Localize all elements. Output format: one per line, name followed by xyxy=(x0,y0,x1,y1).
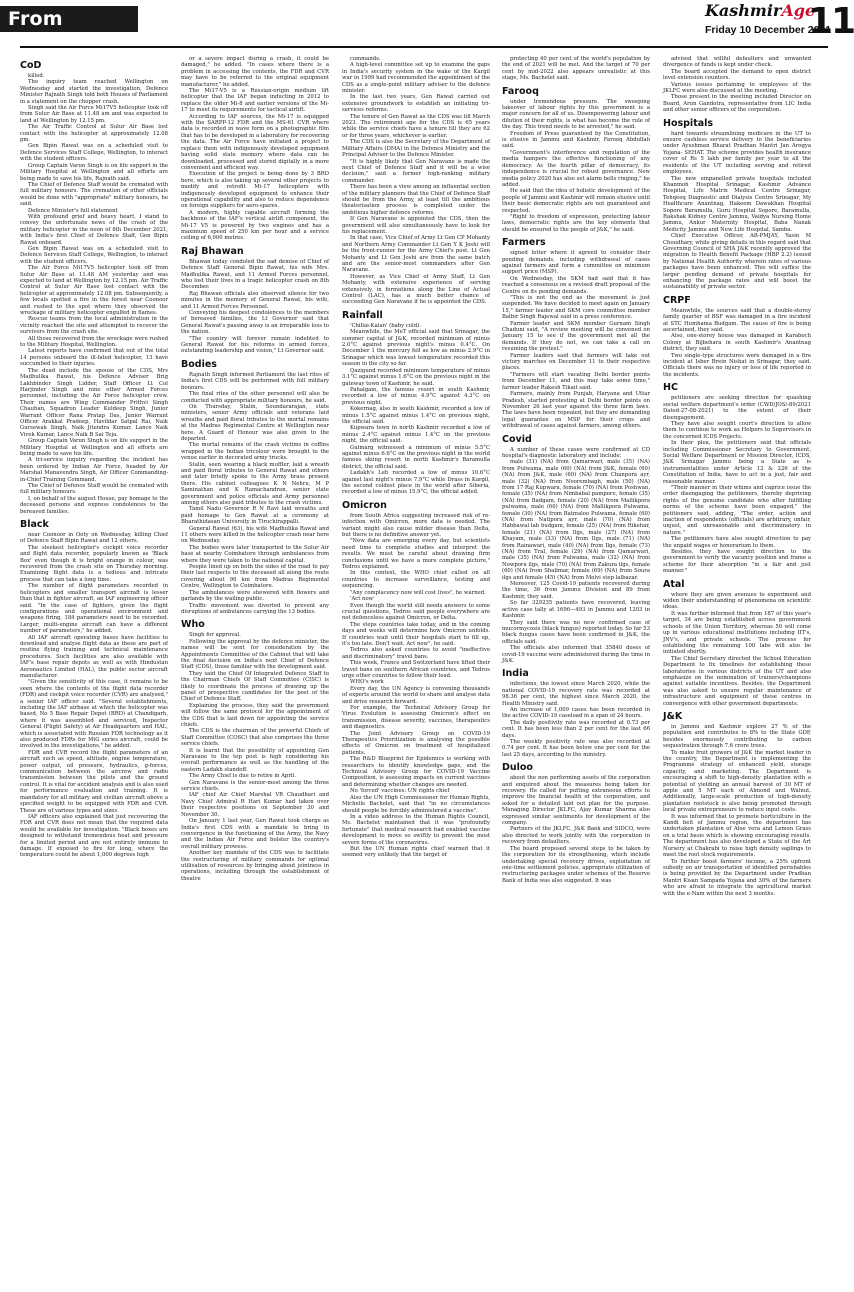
article-paragraph: According to IAF sources, the Mi-17 is equipped with the SARPP-12 FDR and the MS-61 CVR where data is recorded in wave form on a photographic film that has to be developed in a laboratory for recovering the data. The Air Force have initiated a project to replace them with indigenously developed equipment having solid state memory where data can be downloaded, processed and stored digitally in a more convenient and efficient way. xyxy=(181,113,329,171)
article-paragraph: It was informed that to promote horticulture in the Kandi belt of Jammu region, the department has undertaken plantation of Aloe vera and Lemon Grass on a trial basis which is showing encouraging results. The department has also developed a State of the Art Nursery at Chakrabi to raise high density saplings to meet the root stock requirements. xyxy=(663,813,811,859)
article-paragraph: Farmer leaders said that farmers will take out victory marches on December 11 to their respective places. xyxy=(502,352,650,372)
article-paragraph: The Air Force Mi17V5 helicopter took off from Sulur Air Base at 11.48 AM yesterday and was expected to land at Wellington by 12.15 pm. Air Traffic Control at Sulur Air Base lost contact with the helicopter at approximately 12.08 pm. Subsequently, a few locals spotted a fire in the forest near Coonoor and rushed to the spot where they observed the wreckage of military helicopter engulfed in flames. xyxy=(20,265,168,317)
article-paragraph: Ladakh's Leh recorded a low of minus 10.6°C against last night's minus 7.9°C while Drass in Kargil, the second coldest place in the world after Siberia, recorded a low of minus 15.9°C, the official added. xyxy=(342,470,490,496)
article-jk xyxy=(663,711,811,897)
article-body xyxy=(663,131,811,291)
article-paragraph: On January 1 last year, Gen Rawat took charge as India's first CDS with a mandate to bring in convergence in the functioning of the Army, the Navy and the Indian Air Force and bolster the country's overall military prowess. xyxy=(181,818,329,850)
article-paragraph: The CDS is also the Secretary of the Department of Military Affairs (DMA) in the Defence Ministry and the Principal Adviser to the Defence Minister. xyxy=(342,139,490,159)
article-duloo-continued xyxy=(663,56,811,114)
article-paragraph: about the non performing assets of the corporation and enquired about the measures being taken for recovery. He called for putting extraneous efforts to improve the financial health of the corporation, and asked for a detailed laid out plan for the purpose. Managing Director JKLFC, Ajay Kumar Sharma also expressed similar sentiments for development of the company. xyxy=(502,775,650,827)
article-paragraph: The CDS is the chairman of the powerful Chiefs of Staff Committee (COSC) that also comprises the three service chiefs. xyxy=(181,728,329,748)
article-paragraph: All IAF aircraft operating bases have facilities to download and analyse flight data as these are part of routine flying training and technical maintenance procedures. Such facilities are also available with IAF's base repair depots as well as with Hindustan Aeronautics Limited (HAL), the public sector aircraft manufacturer. xyxy=(20,634,168,679)
article-paragraph: In a video address to the Human Rights Council, Ms. Bachelet maintained that it was "profoundly fortunate" that medical research had enabled vaccine development to move so swiftly to prevent the most severe forms of the coronavirus. xyxy=(342,813,490,846)
article-paragraph: male (31) (NA) from Qamarwari, male (35) (NA) from Pulwama, male (60) (NA) from J&K, female (60) (NA) from J&K, male (60) (NA) from Chanpora ayr, male (32) (NA) from Noorembagh, male (50) (NA) from 17 Raj Kupwara, female (70) (NA) from Poshwan, female (35) (NA) from Nimbabal pampore, female (35) (NA) from Badgam, female (20) (NA) from Mallikpora pulwama, male (60) (NA) from Mallikpora Pulwama, female (30) (NA) from Batmaloo Pulwama, female (60) (NA) from Natipora ayr, male (70) (NA) from Habbawal lab budgam, female (25) (NA) from Rikehar, female (21) (NA) from Ilgs, male (27) (NA) from Khayam, male (33) (NA) from Ilgs, male (71) (NA) from Rainawari, male (40) (NA) from Ilgs, female (73) (NA) from Tral, female (29) (NA) from Qamarwari, male (35) (NA) from Pulwama, male (32) (NA) from Nowpora ilgs, male (70) (NA) from Zakura ilgs, female (60) (NA) from Shalimar, female (69) (NA) from Soura ilgs and female (45) (NA) from Molvi step lalbazar. xyxy=(502,459,650,581)
article-paragraph: The Mi17-V5 is a Russian-origin medium lift helicopter that the IAF began inducting in 2012 to replace the older Mi-8 and earlier versions of the Mi-17 to meet its requirements for tactical airlift. xyxy=(181,88,329,114)
article-paragraph: "The country will forever remain indebted to General Rawat for his reforms in armed forces, outstanding leadership and vision," Lt Governor said. xyxy=(181,335,329,355)
article-black-continued xyxy=(181,56,329,242)
article-title: Bodies xyxy=(181,358,217,370)
article-paragraph: Kokernag, also in south Kashmir, recorded a low of minus 1.5°C against minus 1.4°C on previous night, the official said. xyxy=(342,406,490,425)
article-paragraph: Traffic movement was diverted to prevent any disruptions of ambulances carrying the 13 bodies. xyxy=(181,602,329,615)
article-paragraph: Tamil Nadu Governor R N Ravi laid wreaths and paid homage to Gen Rawat at a ceremony at Bharathidasan University in Tiruchirappalli. xyxy=(181,506,329,526)
article-paragraph: Bhawan today condoled the sad demise of Chief of Defence Staff General Bipin Rawat, his wife Mrs. Madhulika Rawat, and 11 Armed Forces personnel, who lost their lives in a tragic helicopter crash on 8th December. xyxy=(181,258,329,291)
article-paragraph: "New data are emerging every day, but scientists need time to complete studies and interpret the results. We must be careful about drawing firm conclusions until we have a more complete picture," Tedros explained. xyxy=(342,538,490,571)
issue-day: Friday xyxy=(705,24,737,36)
article-paragraph: "Government's interference and regulation of the media hampers the effective functioning of any democracy. As the fourth pillar of democracy, its independence is crucial for robust governance. New media policy 2020 has also set alarm bells ringing," he added. xyxy=(502,149,650,188)
article-raj-bhawan xyxy=(181,246,329,355)
page-header xyxy=(0,0,854,56)
article-paragraph: "Right to freedom of expression, protecting labour laws, democratic rights are the key elements that should be ensured to the people of J&K," he said. xyxy=(502,213,650,233)
article-paragraph: Farmers, mainly from Punjab, Haryana and Uttar Pradesh, started protesting at Delhi border points on November 26 last year against the three farm laws. The laws have been repealed, but they are demanding legal guarantee on MSP for their crops and withdrawal of cases against farmers, among others. xyxy=(502,391,650,430)
article-paragraph: Group Captain Varun Singh is on life support in the Military Hospital at Wellington and all efforts are being made to save his life. xyxy=(20,438,168,457)
article-hospitals xyxy=(663,118,811,291)
article-title: CoD xyxy=(20,60,42,71)
article-paragraph: He said that the idea of holistic development of the people of Jammu and Kashmir will remain elusive until their basic democratic rights are not guaranteed and respected. xyxy=(502,188,650,214)
article-paragraph: Meanwhile, the MeT official said that Srinagar, the summer capital of J&K, recorded minimum of minus 2.0°C against previous night's minus 0.4°C. On December 1 the mercury fell as low as minus 2.9°C in Srinagar which was lowest temperature recorded this season in the city so far. xyxy=(342,329,490,368)
article-paragraph: petitioners are seeking direction for quashing social welfare department's order (CWD/JOS/-89/2021 Dated-27-08-2021) to the extent of their disengagement. xyxy=(663,395,811,421)
article-hc xyxy=(663,382,811,574)
article-paragraph: The bodies were later transported to the Sulur Air base at nearby Coimbatore through ambulances from where they were taken to the national capital. xyxy=(181,544,329,564)
article-paragraph: There has been a view among an influential section of the military planners that the Chief of Defence Staff should be from the Army, at least till the ambitious theaterisation process is completed under the ambitious higher defence reforms. xyxy=(342,184,490,216)
article-paragraph: Also the UN High Commissioner for Human Rights, Michelle Bachelet, said that "in no circumstances should people be forcibly administered a vaccine". xyxy=(342,794,490,814)
article-paragraph: Even though the world still needs answers to some crucial questions, Tedros said people everywhere are not defenceless against Omicron, or Delta. xyxy=(342,602,490,622)
article-paragraph: Gen Bipin Rawat was on a scheduled visit to Defence Services Staff College, Wellington, to interact with the student officers. xyxy=(20,245,168,265)
article-body xyxy=(181,632,329,882)
article-paragraph: Latest reports have confirmed that out of the total 14 persons onboard the ill-fated helicopter, 13 have succumbed to their injuries. xyxy=(20,348,168,368)
article-paragraph: No 'forced' vaccines: UN rights chief xyxy=(350,788,450,795)
article-paragraph: They said there was no new confirmed case of mucormycosis (black fungus) reported today. So far 53 black fungus cases have been confirmed in J&K, the officials said. xyxy=(502,619,650,645)
article-title: Farooq xyxy=(502,85,539,97)
article-paragraph: 'Chillai-Kalan' (baby cold). xyxy=(350,322,421,329)
article-paragraph: Execution of the project is being done by 3 BRD here, which is also taking up several other projects to modify and retrofit Mi-17 helicopters with indigenously developed equipment to enhance their operational capability and also to reduce dependence on foreign suppliers for aero-spares. xyxy=(181,171,329,210)
article-farmers xyxy=(502,237,650,429)
article-paragraph: A tri-service inquiry regarding the incident has been ordered by Indian Air Force, headed by Air Marshal Manavendra Singh, Air Officer Commanding-in-Chief Training Command. xyxy=(20,457,168,483)
article-paragraph: The petitioners have also sought direction to pay the unpaid wages or honorarium to them. xyxy=(663,536,811,549)
section-banner: From Page....01 xyxy=(0,6,138,32)
article-title: Who xyxy=(181,619,205,631)
article-title: India xyxy=(502,668,529,680)
article-paragraph: In their plea, the petitioners said that officials including Commissioner Secretary to Government, Social Welfare Department or Mission Director, ICDS, J&K Srinagar Jammu being a State as is instrumentalities under Article 12 & 226 of the Constitution of India, have to act in a just, fair and reasonable manner. xyxy=(663,440,811,485)
article-paragraph: Qazigund recorded minimum temperature of minus 3.1°C against minus 1.6°C on the previous night in the gateway town of Kashmir, he said. xyxy=(342,367,490,387)
article-paragraph: Singh for approval. xyxy=(189,632,241,639)
article-paragraph: where they are given avenues to experiment and widen their understanding of phenomena on scientific ideas. xyxy=(663,591,811,611)
article-paragraph: With profound grief and heavy heart, I stand to convey the unfortunate news of the crash of the military helicopter in the noon of 8th December 2021, with India's first Chief of Defence Staff, Gen Bipin Rawat onboard. xyxy=(20,213,168,246)
article-paragraph: To make fruit growers of J&K the market leader in the country, the Department is implementing the Programme strategy of enhanced yield, storage capacity, and marketing. The Department is encouraging a shift to high-density plantation with a potential of yielding an annual harvest of 30 MT of apple and 5 MT each of Almond and Walnut. Additionally, large-scale production of high-density plantation rootstock is also being promoted through local private entrepreneurs to reduce input costs. xyxy=(663,749,811,814)
article-paragraph: "This is not the end as the movement is just suspended. We have decided to meet again on January 15," farmer leader and SKM core committee member Balbir Singh Rajewal said in a press conference. xyxy=(502,295,650,321)
article-paragraph: Moreover, 125 Covid-19 patients recovered during the time, 36 from Jammu Division and 89 from Kashmir, they said. xyxy=(502,581,650,600)
article-paragraph: protecting 40 per cent of the world's population by the end of 2021 will be met. And the target of 70 per cent by mid-2022 also appears unrealistic at this stage, Ms. Bachelet said. xyxy=(502,56,650,82)
article-paragraph: General Rawat (63), his wife Madhulika Rawat and 11 others were killed in the helicopter crash near here on Wednesday. xyxy=(181,525,329,545)
issue-date-number: 10 xyxy=(739,24,752,36)
article-title: Raj Bhawan xyxy=(181,245,244,257)
article-omicron-continued xyxy=(502,56,650,82)
article-paragraph: in Jammu and Kashmir explore 27 % of the population and contributes to 8% to the State GDP, besides enormously contributing to carbon sequestration through 7.6 crore trees. xyxy=(663,723,811,750)
article-paragraph: IAF officers also explained that just recovering the FDR and CVR does not mean that the required data would be available for investigation. "Black boxes are designed to withstand tremendous heat and pressure for a limited period and are not entirely immune to damage. If exposed to fire for long, where the temperature could be about 1,000 degrees high xyxy=(20,813,168,859)
article-paragraph: Raj Bhawan officials also observed silence for two minutes in the memory of General Rawat, his wife, and 11 Armed Forces Personnel. xyxy=(181,290,329,310)
article-paragraph: advised that willful defaulters and unwanted divergence of funds is kept under check. xyxy=(663,56,811,69)
article-paragraph: Following the approval by the defence minister, the names will be sent for consideration by the Appointments Committee of the Cabinet that will take the final decision on India's next Chief of Defence Staff (CDS), those familiar with the development said. xyxy=(181,638,329,671)
article-paragraph: "Given the sensitivity of this case, it remains to be seen where the contents of the flight data recorder (FDR) and cockpit voice recorder (CVR) are analysed," a senior IAF officer said. "Several establishments, including the IAF airbase at which the helicopter was based, No 5 Base Repair Depot (BRD) at Chandigarh, where it was assembled and serviced, Inspector General (Flight Safety) at Air Headquarters and HAL, which is associated with Russian FDR technology as it also produced FDRs for MiG series aircraft, could be involved in the investigations," he added. xyxy=(20,679,168,750)
article-body xyxy=(20,73,168,515)
article-paragraph: signed letter where it agreed to consider their pending demands, including withdrawal of cases against farmers and form a committee on minimum support price (MSP). xyxy=(502,250,650,276)
article-body xyxy=(502,99,650,234)
article-title: Hospitals xyxy=(663,117,714,129)
article-paragraph: The final rites of the other personnel will also be conducted with appropriate military honours, he said. xyxy=(181,391,329,404)
article-paragraph: The Air Traffic Control at Sulur Air Base lost contact with the helicopter at approximately 12.08 pm. xyxy=(20,124,168,144)
article-body xyxy=(181,259,329,355)
article-paragraph: Singh said the Air Force Mi17V5 helicopter took off from Sulur Air Base at 11.48 am and was expected to land at Wellington by 12.15 pm. xyxy=(20,105,168,124)
article-title: Duloo xyxy=(502,762,533,774)
article-paragraph: All those recovered from the wreckage were rushed to the Military Hospital, Wellington. xyxy=(20,335,168,349)
article-body xyxy=(20,532,168,859)
article-paragraph: Rajnath Singh informed Parliament the last rites of India's first CDS will be performed with full military honours. xyxy=(181,371,329,391)
article-paragraph: The weekly positivity rate was also recorded at 0.74 per cent. It has been below one per cent for the last 25 days, according to the ministry. xyxy=(502,739,650,758)
article-paragraph: I, on behalf of the august House, pay homage to the deceased persons and express condolences to the bereaved families. xyxy=(20,495,168,515)
article-body xyxy=(663,308,811,378)
article-black xyxy=(20,519,168,859)
article-paragraph: Freedom of Press guaranteed by the Constitution, is elusive in Jammu and Kashmir, Farooq Abdullah said. xyxy=(502,130,650,150)
article-paragraph: Various issues pertaining to employees of the JKLFC were also discussed at the meeting. xyxy=(663,81,811,95)
article-title: J&K xyxy=(663,710,683,722)
article-body xyxy=(502,775,650,884)
article-paragraph: The Chief of Defence Staff would be cremated with full military honours. xyxy=(20,483,168,496)
article-body xyxy=(663,724,811,897)
article-paragraph: FDR and CVR record the flight parameters of an aircraft such as speed, altitude, engine temperature, power output, oil pressure, hydraulics, g-forces, communication between the aircrew and radio transmission between the pilots and the ground control. It is vital for accident analysis and is also used for performance evaluation and training. It is mandatory for all military and civilian aircraft above a specified weight to be equipped with FDR and CVR. These are of various types and sizes. xyxy=(20,749,168,814)
article-body xyxy=(342,323,490,496)
article-title: Omicron xyxy=(342,499,387,511)
article-body xyxy=(502,681,650,758)
issue-month-year: December 2021 xyxy=(754,24,832,36)
article-paragraph: from South Africa suggesting increased risk of re-infection with Omicron, more data is needed. The variant might also cause milder disease than Delta, but there is no definitive answer yet. xyxy=(342,512,490,539)
article-paragraph: "Their manner in their whims and caprice issue the order disengaging the petitioners, thereby depriving rights of the genuine candidate who after fulfilling norms of the scheme have been engaged," the petitioners said, adding, "The order, action and inaction of respondents (officials) are arbitrary, unfair, unjust, and unreasonable and discriminatory in nature." xyxy=(663,484,811,536)
article-paragraph: killed. xyxy=(28,73,45,79)
article-paragraph: This week, France and Switzerland have lifted their travel bans on southern African countries, and Tedros urge other countries to follow their lead. xyxy=(342,660,490,679)
logo-text-part1: Kashmir xyxy=(705,1,782,20)
article-paragraph: A number of these cases were confirmed at CD hospital's diagnostic laboratory and include: xyxy=(502,446,650,459)
article-body xyxy=(663,395,811,574)
article-paragraph: It was further informed that from 187 of this year's target, 34 are being established across government schools of the Union Territory, whereas 50 will come up in various educational institutions including IIT's, JNV's, and private schools. The process for establishing the remaining 100 labs will also be initiated shortly. xyxy=(663,610,811,656)
article-body xyxy=(181,372,329,615)
article-paragraph: The number of flight parameters recorded in helicopters and smaller transport aircraft is lesser than that in fighter aircraft, an IAF engineering officer said. "In the case of fighters, given the flight configurations and operational environment and weapons firing, 184 parameters need to be recorded. Larger, multi-engine aircraft can have a different number of parameters," he added. xyxy=(20,583,168,635)
article-paragraph: They said the Chief Of Integrated Defence Staff to the Chairman Chiefs Of Staff Committee (CISC) is likely to coordinate the process of drawing up the panel of prospective candidates for the post of the Chief of Defence Staff. xyxy=(181,670,329,703)
article-title: Farmers xyxy=(502,237,546,249)
article-title: Rainfall xyxy=(342,309,383,321)
article-paragraph: infections, the lowest since March 2020, while the national COVID-19 recovery rate was recorded at 98.36 per cent, the highest since March 2020, the Health Ministry said. xyxy=(502,681,650,707)
article-body xyxy=(342,513,490,859)
article-paragraph: The Chief of Defence Staff would be cremated with full military honours. The cremation of other officials would be done with "appropriate" military honours, he said. xyxy=(20,181,168,208)
article-paragraph: Pahalgam, the famous resort in south Kashmir, recorded a low of minus 4.9°C against 4.3°C on previous night. xyxy=(342,386,490,406)
article-paragraph: The Chief Secretary directed the School Education Department to fix timelines for establishing these laboratories in various districts of the UT and also emphasize on the nomination of trainers/champions against suitable incentives. Besides, the Department was also asked to ensure regular maintenance of infrastructure and equipment of these centres in convergence with other government departments. xyxy=(663,655,811,707)
article-paragraph: Farmer leader and SKM member Gurnam Singh Chaduni said, "A review meeting will be convened on January 15 to see if the government met all the demands. If they do not, we can take a call on resuming the protest." xyxy=(502,320,650,353)
article-paragraph: If Gen Naravane is appointed the CDS, then the government will also simultaneously have to look for his replacement. xyxy=(342,216,490,235)
article-paragraph: hard towards streamlining medicare in the UT to ensure cashless service delivery to the beneficiaries under Ayushman Bharat Pradhan Mantri Jan Arogya Yojana- SEHAT. The scheme provides health insurance cover of Rs 5 lakh per family per year to all the residents of the UT including serving and retired employees. xyxy=(663,130,811,176)
article-title: Black xyxy=(20,519,49,531)
article-paragraph: To further boost farmers' income, a 25% upfront subsidy on air transportation of identified perishables is being provided by the Department under Pradhan Mantri Kisan Sampada Yojana and 30% of the farmers who are afraid to integrate the agricultural market with the e-Nam within the next 3 months. xyxy=(663,858,811,897)
article-paragraph: The daily positivity rate was recorded at 0.73 per cent. It has been less than 2 per cent for the last 66 days. xyxy=(502,719,650,739)
article-paragraph: For example, the Technical Advisory Group for Virus Evolution is assessing Omicron's effect on transmission, disease severity, vaccines, therapeutics and diagnostics. xyxy=(342,705,490,731)
article-duloo xyxy=(502,762,650,884)
article-paragraph: Besides, they have sought direction to the government to verify the vacancy position and frame a scheme for their absorption "in a fair and just manner." xyxy=(663,549,811,575)
article-paragraph: In that case, Vice Chief of Army Lt Gen CP Mohanty and Northern Army Commander Lt Gen Y K Joshi will be the front-runner for the Army Chief's post. Lt Gen Mohanty and Lt Gen Joshi are from the same batch and are the senior-most commanders after Gen Naravane. xyxy=(342,235,490,274)
article-farooq xyxy=(502,86,650,234)
article-paragraph: Conveying his deepest condolences to the members of bereaved families, the Lt Governor said that General Rawat's passing away is an irreparable loss to the nation. xyxy=(181,310,329,336)
article-paragraph: A modern, highly capable aircraft forming the backbone of the IAF's vertical airlift component, the Mi-17 V5 is powered by two engines and has a maximum speed of 250 km per hour and a service ceiling of 6,000 metres. xyxy=(181,209,329,242)
article-cod xyxy=(20,60,168,515)
article-covid xyxy=(502,434,650,665)
article-paragraph: The ambulances were showered with flowers and garlands by the wailing public. xyxy=(181,589,329,603)
header-rule xyxy=(20,46,828,48)
article-body xyxy=(663,592,811,707)
article-omicron xyxy=(342,500,490,859)
article-paragraph: Defence Minister's full statement xyxy=(28,207,118,214)
article-paragraph: The inquiry team reached Wellington on Wednesday and started the investigation, Defence Minister Rajnath Singh told both Houses of Parliament in a statement on the chopper crash. xyxy=(20,79,168,105)
article-paragraph: commands. xyxy=(350,56,381,62)
logo-text-part2: Age xyxy=(781,1,816,20)
article-paragraph: Gen Naravane is the senior-most among the three service chiefs. xyxy=(181,779,329,793)
article-paragraph: Chief Executive Officer, AB-PMJAY, Yasin M Choudhary, while giving details in this regard said that Governing Council of SHA J&K recently approved the migration to Health Benefit Package (HBP 2.2) issued by National Health Authority wherein rates of various packages have been enhanced. This will suffice the larger pending demand of private hospitals for enhancing the package rates and will boost the sustainability of private sector. xyxy=(663,233,811,291)
article-paragraph: The officials also informed that 35840 doses of covid-19 vaccine were administered during the time in J&K. xyxy=(502,645,650,664)
article-paragraph: Explaining the process, they said the government will follow the same protocol for the appointment of the CDS that is laid down for appointing the service chiefs. xyxy=(181,702,329,728)
article-paragraph: Gulmarg witnessed a minimum of minus 5.5°C against minus 6.6°C on the previous night in the world famous skiing resort in north Kashmir's Baramulla district, the official said. xyxy=(342,444,490,470)
article-paragraph: The Joint Advisory Group on COVID-19 Therapeutics Prioritization is analysing the possible effects of Omicron on treatment of hospitalized patients. xyxy=(342,730,490,756)
article-paragraph: The Army Chief is due to retire in April. xyxy=(189,773,296,780)
article-paragraph: Those present in the meeting included Director on Board, Arun Gandotra, representative from LIC India and other senior officers of the corporation. xyxy=(663,94,811,114)
article-paragraph: Also, one-storey house was damaged in Karaboch Colony at Bijbehara in south Kashmir's Anantnag district, they said. xyxy=(663,333,811,353)
article-paragraph: Tedros also asked countries to avoid "ineffective and discriminatory" travel bans. xyxy=(342,647,490,660)
article-bodies xyxy=(181,359,329,615)
article-paragraph: They have also sought court's direction to allow them to continue to work as Helpers to Supervisors in the concerned ICDS Projects. xyxy=(663,420,811,440)
article-paragraph: The dead include the spouse of the CDS, Mrs Madhulika Rawat, his Defence Adviser Brig Lakhbinder Singh Lidder, Staff Officer Lt Col Harjinder Singh and nine other Armed Forces personnel, including the Air Force helicopter crew. Their names are Wing Commander Prithvi Singh Chauhan, Squadron Leader Kuldeep Singh, Junior Warrant Officer Rana Pratap Das, Junior Warrant Officer Arakkal Pradeep, Havildar Satpal Rai, Naik Gursewak Singh, Naik Jitendra Kumar, Lance Naik Vivek Kumar, Lance Naik B Sai Teja. xyxy=(20,367,168,438)
article-title: HC xyxy=(663,382,678,394)
article-paragraph: "Any complacency now will cost lives", he warned. xyxy=(350,589,486,596)
article-paragraph: The new empanelled private hospitals included Khanmoh Hospital Srinagar, Kashmir Advance Hospital, Life Matrix Medical Centre Srinagar, Tehqeeq Diagnostic and Dialysis Centre Srinagar, My Healthcare Anantnag, Hakeem Dawakhan Hospital Sopore Baramulla, Guru Hospital Sopore, Baramulla, Rakshak Kidney Centre Jammu, Vaidya Nursing Home Jammu, Ankur Maternity Hospital, Baba Nanak Medicity Jammu and New Life Hospital, Samba. xyxy=(663,175,811,233)
article-crpf xyxy=(663,295,811,378)
article-atal xyxy=(663,579,811,707)
column-1 xyxy=(20,56,168,1278)
article-paragraph: Partners of the JKLFC, J&K Bank and SIDCO, were also directed to work jointly with the corporation in recovery from defaulters. xyxy=(502,826,650,846)
article-paragraph: People lined up on both the sides of the road to pay their last respects to the deceased all along the route covering about 90 km from Madras Regimental Centre, Wellington to Coimbatore. xyxy=(181,564,329,590)
article-paragraph: An increase of 1,009 cases has been recorded in the active COVID-19 caseload in a span of 24 hours. xyxy=(502,706,650,720)
page-number: 11 xyxy=(808,1,854,42)
article-paragraph: On Thursday, Stalin, Soundararajan, state ministers, senior Army officials and veterans laid wreaths and paid floral tributes to the mortal remains at the Madras Regimental Centre at Wellington near here. A Guard of Honour was also given to the departed. xyxy=(181,403,329,442)
article-who-continued xyxy=(342,56,490,306)
article-paragraph: "It is highly likely that Gen Naravane is made the next Chief of Defence Staff and it will be a wise decision," said a former high-ranking military commander. xyxy=(342,158,490,184)
article-paragraph: Kupwara town in north Kashmir recorded a low of minus 2.4°C against minus 1.4°C on the previous night, the official said. xyxy=(342,425,490,445)
article-paragraph: under tremendous pressure. The sweeping takeover of labour rights by this government is a major concern for all of us. Disempowering labour and dilution of their rights, is what has become the rule of the day. This trend needs to be arrested," he said. xyxy=(502,98,650,131)
article-paragraph: "Farmers will start vacating Delhi border points from December 11, and this may take some time," farmer leader Rakesh Tikait said. xyxy=(502,371,650,391)
article-paragraph: The steps countries take today, and in the coming days and weeks will determine how Omicron unfolds. If countries wait until their hospitals start to fill up, it's too late. Don't wait. Act now", he said. xyxy=(342,621,490,647)
article-paragraph: On Wednesday, the SKM had said that it has reached a consensus on a revised draft proposal of the Centre on its pending demands. xyxy=(502,275,650,295)
article-paragraph: WHO's work xyxy=(350,679,384,686)
article-paragraph: or a severe impact during a crash, it could be damaged," he added. "In cases where there is a problem in accessing the contents, the FDR and CVR may have to be referred to the original equipment manufacturer," he added. xyxy=(181,56,329,88)
column-5 xyxy=(663,56,811,1278)
article-paragraph: A high-level committee set up to examine the gaps in India's security system in the wake of the Kargil war in 1999 had recommended the appointment of the CDS as a single-point military adviser to the defence minister. xyxy=(342,62,490,95)
article-paragraph: Every day, the UN Agency is convening thousands of experts around the world to share and analyse data and drive research forward. xyxy=(342,685,490,705)
column-3 xyxy=(342,56,490,1278)
column-4 xyxy=(502,56,650,1278)
article-who xyxy=(181,619,329,882)
article-paragraph: Meanwhile, the sources said that a double-storey family quarter of BSF was damaged in a fire incident at STC Humhama Budgam. The cause of fire is being ascertained, they said. xyxy=(663,307,811,334)
article-paragraph: The board accepted the demand to open district level extension counters. xyxy=(663,68,811,82)
article-paragraph: IAF chief Air Chief Marshal VR Chaudhari and Navy Chief Admiral R Hari Kumar had taken over their respective positions on September 30 and November 30. xyxy=(181,792,329,818)
article-paragraph: Gen Bipin Rawat was on a scheduled visit to Defence Services Staff College, Wellington, to interact with the student officers. xyxy=(20,143,168,163)
newspaper-logo xyxy=(705,1,816,20)
article-paragraph: Rescue teams from the local administration in the vicinity reached the site and attempted to recover the survivors from the crash site. xyxy=(20,316,168,336)
article-paragraph: In this context, the WHO chief called on all countries to increase surveillance, testing and sequencing. xyxy=(342,570,490,590)
column-2 xyxy=(181,56,329,1278)
article-paragraph: The R&D Blueprint for Epidemics is working with researchers to identify knowledge gaps, and the Technical Advisory Group for COVID-19 Vaccine Composition, is assessing impacts on current vaccines and determining whether changes are needed. xyxy=(342,756,490,788)
article-paragraph: However, as Vice Chief of Army Staff, Lt Gen Mohanty, with extensive experience of serving extensively, in formations along the Line of Actual Control (LAC), has a much better chance of succeeding Gen Naravane if he is appointed the CDS. xyxy=(342,273,490,306)
article-paragraph: near Coonoor in Ooty on Wednesday, killing Chief of Defence Staff Bipin Rawat and 12 others. xyxy=(20,532,168,545)
article-paragraph: The mortal remains of the crash victims in coffins wrapped in the Indian tricolour were brought to the venue earlier in decorated army trucks. xyxy=(181,442,329,462)
article-paragraph: The board proposed several steps to be taken by the corporation for its strengthening, which include undertaking special recovery drives, exploitation of one-time settlement policies, appropriate utilization of restructuring packages under schemes of the Reserve Bank of India was also suggested. It was xyxy=(502,845,650,884)
article-paragraph: It is learnt that the possibility of appointing Gen Naravane to the top post is high considering his overall performance as well as the handling of the eastern Ladakh standoff. xyxy=(181,747,329,773)
article-paragraph: Another key mandate of the CDS was to facilitate the restructuring of military commands for optimal utilisation of resources by bringing about jointness in operations, including through the establishment of theatre xyxy=(181,850,329,882)
article-paragraph: So far 329235 patients have recovered, leaving active case tally at 1696—493 in Jammu and 1203 in Kashmir. xyxy=(502,600,650,620)
article-paragraph: The tenure of Gen Rawat as the CDS was till March 2023. The retirement age for the CDS is 65 years while the service chiefs have a tenure till they are 62 or for three years, whichever is earlier. xyxy=(342,113,490,139)
article-title: CRPF xyxy=(663,294,691,306)
article-paragraph: The sleekest helicopter's cockpit voice recorder and flight data recorder, popularly known as 'Black Box' even though it is bright orange in colour, was recovered from the crash site on Thursday morning. Examining flight data is a tedious and intricate process that can take a long time. xyxy=(20,544,168,583)
article-rainfall xyxy=(342,310,490,496)
article-paragraph: But the UN Human rights chief warned that it seemed very unlikely that the target of xyxy=(342,845,490,859)
article-paragraph: In the last two years, Gen Rawat carried out extensive groundwork to establish an initiating tri-services reforms. xyxy=(342,94,490,114)
article-title: Covid xyxy=(502,433,532,445)
article-paragraph: Group Captain Varun Singh is on life support in the Military Hospital at Wellington and all efforts are being made to save his life, Rajnath said. xyxy=(20,162,168,182)
article-body xyxy=(502,250,650,429)
article-paragraph: 'Act now' xyxy=(350,596,375,603)
issue-date xyxy=(705,24,832,37)
article-title: Atal xyxy=(663,578,685,590)
article-india xyxy=(502,668,650,758)
article-paragraph: Two single-type structures were damaged in a fire incident at Isber Brein Nishat in Srinagar, they said. Officials there was no injury or loss of life reported in the incidents. xyxy=(663,352,811,378)
article-paragraph: Stalin, seen wearing a black muffler, laid a wreath and paid floral tributes to General Rawat and others and later briefly spoke to the Army brass present there. His cabinet colleagues K N Nehru, M P Saminathan and K Ramachandran, senior state government and police officials and Army personnel among others also paid tributes to the crash victims. xyxy=(181,461,329,506)
article-body xyxy=(502,447,650,665)
